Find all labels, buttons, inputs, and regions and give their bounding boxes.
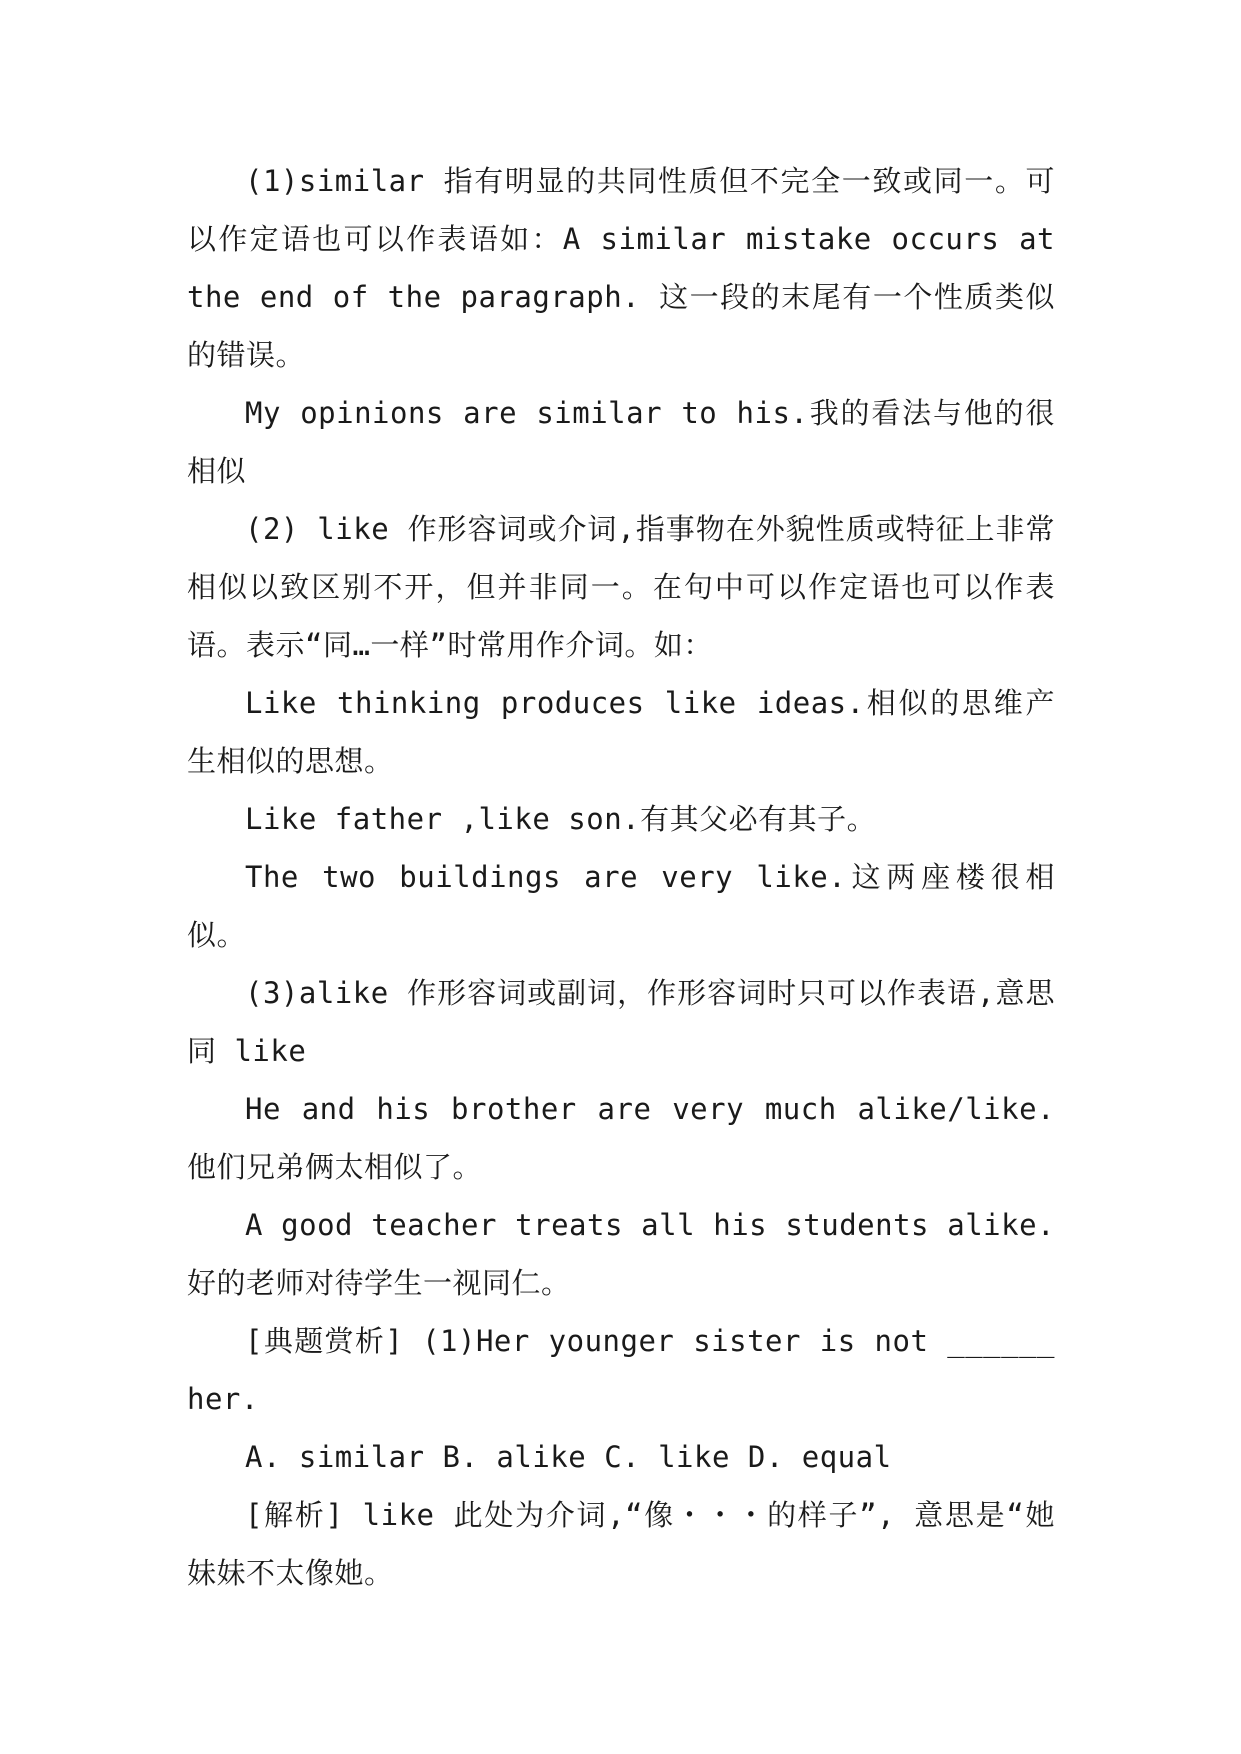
document-body xyxy=(187,152,1073,1602)
paragraph-like-example-1: Like thinking produces like ideas.相似的思维产生相似的思想。 xyxy=(187,686,1055,778)
paragraph-alike-definition: (3)alike 作形容词或副词，作形容词时只可以作表语,意思同 like xyxy=(187,976,1055,1068)
paragraph-exercise-question: [典题赏析] (1)Her younger sister is not ______ her. xyxy=(187,1324,1073,1416)
paragraph-similar-definition: (1)similar 指有明显的共同性质但不完全一致或同一。可以作定语也可以作表语如：A similar mistake occurs at the end of the paragraph. 这一段的末尾有一个性质类似的错误。 xyxy=(187,164,1073,372)
paragraph-like-example-3: The two buildings are very like.这两座楼很相似。 xyxy=(187,860,1055,952)
paragraph-alike-example-1: He and his brother are very much alike/like.他们兄弟俩太相似了。 xyxy=(187,1092,1055,1184)
paragraph-exercise-options: A. similar B. alike C. like D. equal xyxy=(245,1440,892,1474)
paragraph-like-example-2: Like father ,like son.有其父必有其子。 xyxy=(245,802,877,836)
paragraph-alike-example-2: A good teacher treats all his students alike.好的老师对待学生一视同仁。 xyxy=(187,1208,1055,1300)
paragraph-exercise-analysis: [解析] like 此处为介词,“像・・・的样子”, 意思是“她妹妹不太像她。 xyxy=(187,1498,1055,1590)
paragraph-like-definition: (2) like 作形容词或介词,指事物在外貌性质或特征上非常相似以致区别不开，但并非同一。在句中可以作定语也可以作表语。表示“同…一样”时常用作介词。如： xyxy=(187,512,1055,662)
paragraph-similar-example: My opinions are similar to his.我的看法与他的很相似 xyxy=(187,396,1055,488)
